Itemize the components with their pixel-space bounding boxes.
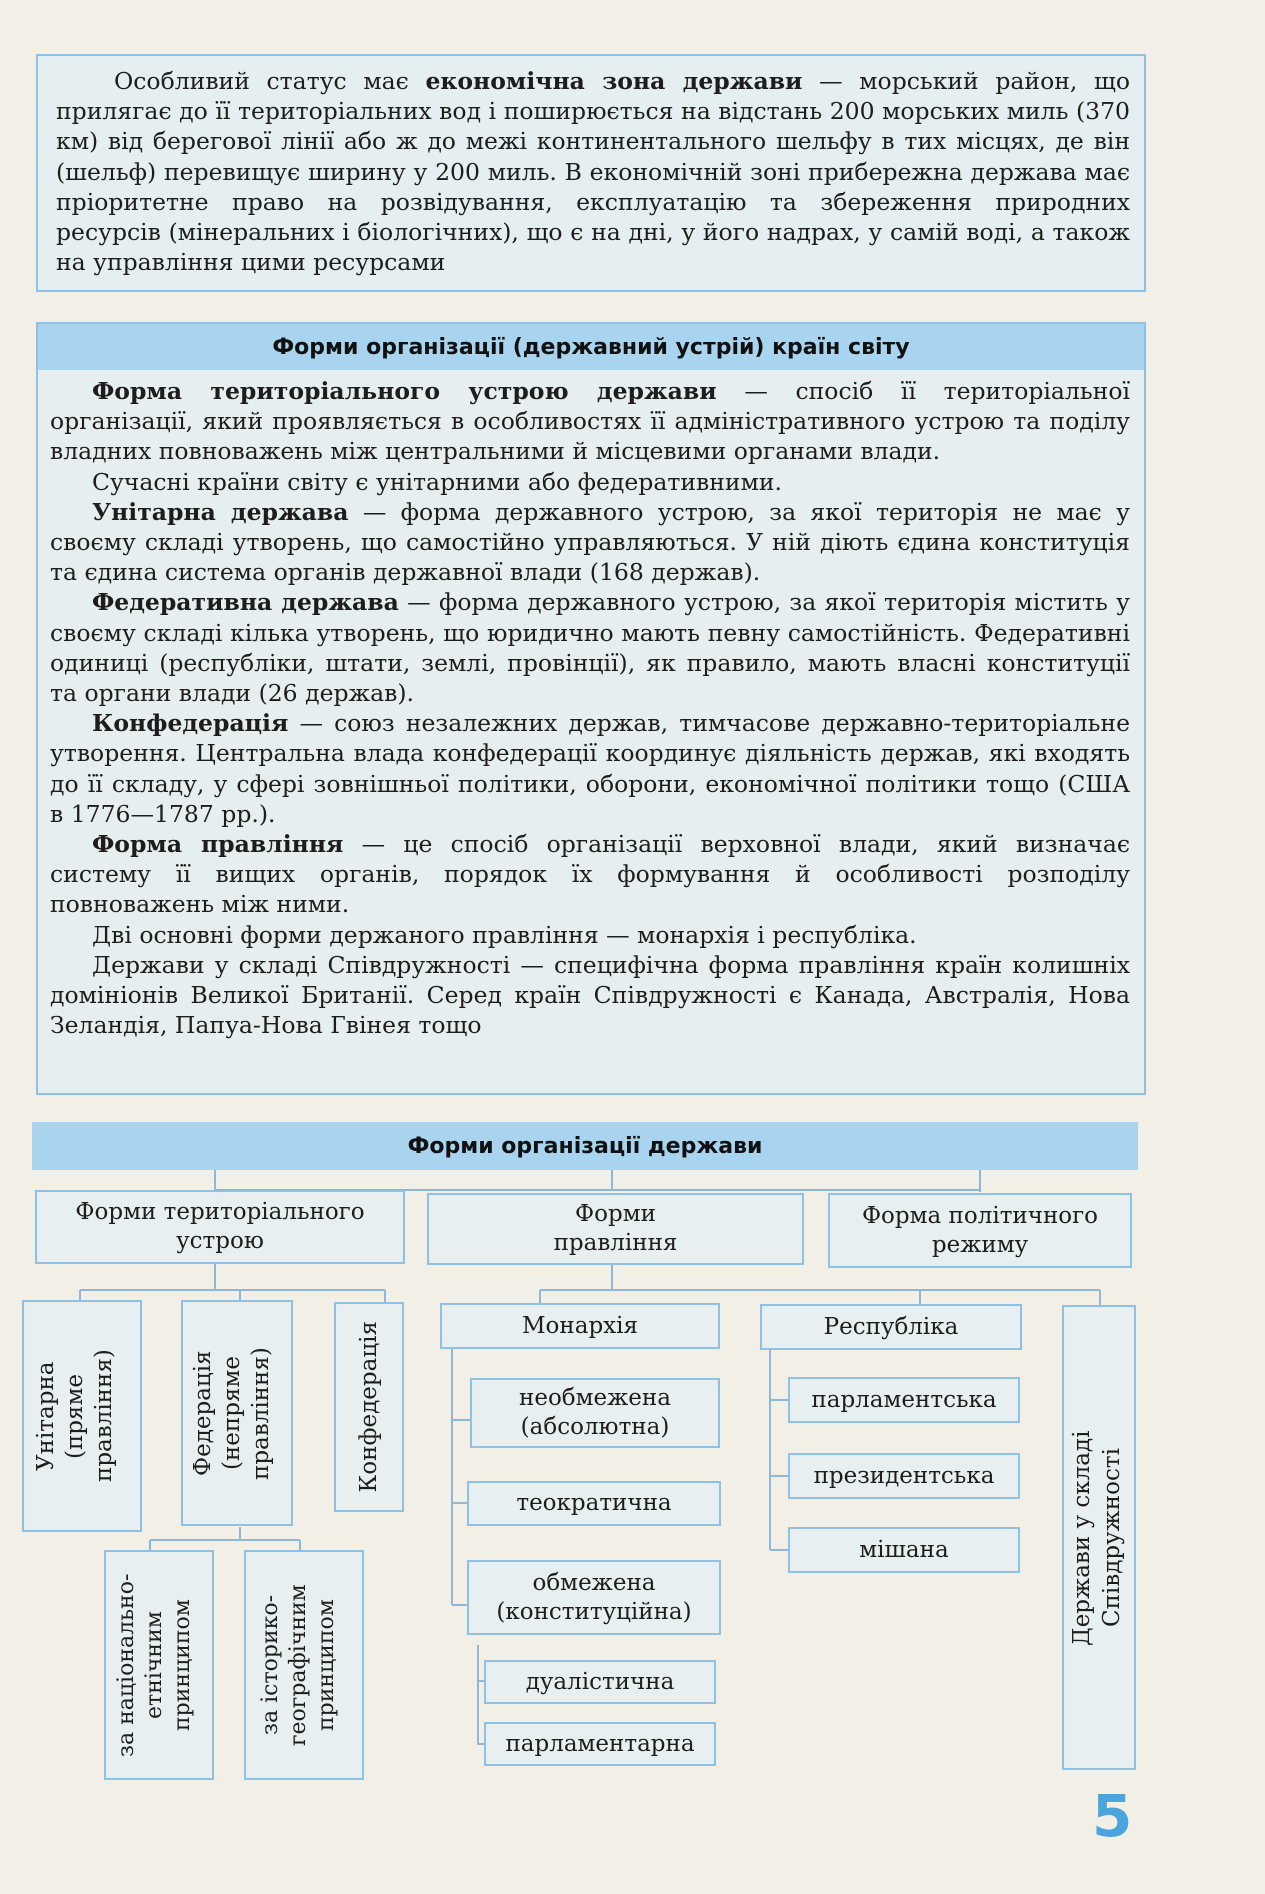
unitary-paragraph [50,497,1130,588]
paragraph-text: — форма державного устрою, за якої територія містить у своєму складі кілька утворень, що юридично мають певну самостійність. Федеративні одиниці (республіки, штати, землі, провінції), як правило, мають власні конституції та органи влади (26 держав). [50,588,1130,708]
paragraph-text: — спосіб її територіальної організації, який проявляється в особливостях її адміністративного устрою та поділу владних повноважень між центральними й місцевими органами влади. [50,377,1130,466]
section-title: Форми організації (державний устрій) країн світу [38,324,1144,370]
commonwealth-box [1062,1305,1136,1770]
federation-label: Федерація (непряме правління) [190,1346,274,1480]
intro-text: — морський район, що прилягає до її територіальних вод і поширюється на відстань 200 морських миль (370 км) від берегової лінії або ж до межі континентального шельфу в тих місцях, де він (шельф) перевищує ширину у 200 миль. В економічній зоні прибережна держава має пріоритетне право на розвідування, експлуатацію та збереження природних ресурсів (мінеральних і біологічних), що є на дні, у його надрах, у самій воді, а також на управління цими ресурсами [56,67,1130,277]
government-forms-box: Форми правління [427,1193,804,1265]
term-federal: Федеративна держава [92,588,399,617]
section-content [50,376,1130,1040]
intro-paragraph [56,66,1130,277]
forms-of-organization-section [36,322,1146,1095]
political-regime-box: Форма політичного режиму [828,1193,1132,1268]
paragraph-text: — це спосіб організації верховної влади, який визначає систему її вищих органів, порядок їх формування й особливості розподілу повноважень між ними. [50,830,1130,919]
mixed-republic-box: мішана [788,1527,1020,1573]
federation-box [181,1300,293,1526]
term-unitary: Унітарна держава [92,497,349,526]
theocratic-monarchy-box: теократична [467,1481,721,1526]
parliamentary-monarchy-box: парламентарна [484,1722,716,1766]
monarchy-box: Монархія [440,1303,720,1349]
modern-countries-paragraph: Сучасні країни світу є унітарними або федеративними. [92,467,782,496]
intro-lead: Особливий статус має [114,67,409,95]
confederation-label: Конфедерація [355,1321,382,1493]
page-number: 5 [1092,1782,1133,1850]
parliamentary-republic-box: парламентська [788,1377,1020,1423]
paragraph-text: — форма державного устрою, за якої територія не має у своєму складі утворень, що самостійно управляються. У ній діють єдина конституція та єдина система органів державної влади (168 держав). [50,497,1130,587]
national-ethnic-label: за національно-етнічним принципом [114,1573,195,1757]
term-territorial-form: Форма територіального устрою держави [92,377,717,405]
government-form-paragraph [50,829,1130,920]
confederation-paragraph [50,708,1130,829]
historical-geographic-principle-box [244,1550,364,1780]
national-ethnic-principle-box [104,1550,214,1780]
republic-box: Республіка [760,1304,1022,1350]
economic-zone-box [36,54,1146,292]
historical-geographic-label: за історико-географічним принципом [257,1584,339,1746]
two-forms-paragraph: Дві основні форми держаного правління — монархія і республіка. [92,920,917,949]
dualistic-monarchy-box: дуалістична [484,1660,716,1704]
term-government-form: Форма правління [92,830,344,859]
confederation-box [334,1302,404,1512]
commonwealth-paragraph: Держави у складі Співдружності — специфічна форма правління країн колишніх домініонів Великої Британії. Серед країн Співдружності є Канада, Австралія, Нова Зеландія, Папуа-Нова Гвінея тощо [50,950,1130,1040]
territorial-structure-box: Форми територіального устрою [35,1190,405,1264]
commonwealth-label: Держави у складі Співдружності [1069,1429,1125,1646]
unitary-box [22,1300,142,1532]
absolute-monarchy-box: необмежена (абсолютна) [470,1378,720,1448]
diagram-title: Форми організації держави [32,1122,1138,1170]
intro-term: економічна зона держави [425,67,803,95]
federal-paragraph [50,587,1130,708]
term-confederation: Конфедерація [92,709,289,738]
constitutional-monarchy-box: обмежена (конституційна) [467,1560,721,1635]
unitary-label: Унітарна (пряме правління) [33,1349,117,1483]
paragraph-text: — союз незалежних держав, тимчасове державно-територіальне утворення. Центральна влада конфедерації координує діяльність держав, які входять до її складу, у сфері зовнішньої політики, оборони, економічної політики тощо (США в 1776—1787 рр.). [50,709,1130,828]
presidential-republic-box: президентська [788,1453,1020,1499]
territorial-form-paragraph [50,376,1130,467]
